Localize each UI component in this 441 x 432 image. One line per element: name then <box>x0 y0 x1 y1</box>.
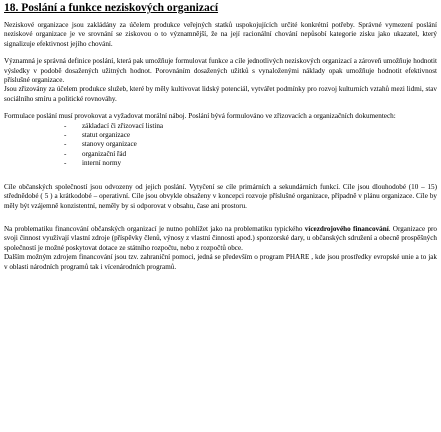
paragraph-mission-definition: Významná je správná definice poslání, která pak umožňuje formulovat funkce a cíle jednotlivých neziskových organizací a zároveň umožňuje hodnotit výsledky v podobě dosažených užitných hodnot. Porovnáním dosažených užitků s vynaloženými náklady opak umožňuje hodnotit efektivnost příslušné organizace. <box>4 57 437 85</box>
paragraph-goals: Cíle občanských společností jsou odvozeny od jejich poslání. Vytyčení se cíle primárních a sekundárních funkcí. Cíle jsou dlouhodobé (10 – 15) střednědobé ( 5 ) a krátkodobé – operativní. Cíle jsou obvykle obsaženy v koncepci rozvoje příslušné organizace, případně v plánu organizace. Cíle by měly být vzájemně konzistentní, neměly by si odporovat v obsahu, čase ani prostoru. <box>4 182 437 210</box>
list-item: - stanovy organizace <box>64 140 437 149</box>
paragraph-mission-intro: Neziskové organizace jsou zakládány za účelem produkce veřejných statků uspokojujících určité konkrétní potřeby. Správné vymezení poslání neziskové organizace je ve srovnání se ziskovou o to významnější, že na její racionální chování nepůsobí kategorie zisku jako ukazatel, který signalizuje efektivnost jejího chování. <box>4 21 437 48</box>
document-list <box>64 122 437 169</box>
paragraph-formulation: Formulace poslání musí provokovat a vyžadovat morální náboj. Poslání bývá formulováno ve zřizovacích a organizačních dokumentech: <box>4 112 396 121</box>
list-item: - statut organizace <box>64 131 437 140</box>
list-item: - organizační řád <box>64 150 437 159</box>
paragraph-foreign-aid: Dalším možným zdrojem financování jsou tzv. zahraniční pomoci, jedná se především o program PHARE , kde jsou prostředky evropské unie a to jak v oblasti národních programů tak i vícenárodních programů. <box>4 253 437 271</box>
paragraph-financing <box>4 225 437 253</box>
paragraph-services: Jsou zřizovány za účelem produkce služeb, které by měly kultivovat lidský potenciál, vytvářet podmínky pro rozvoj kulturních vztahů mezi lidmi, stav sociálního smíru a politické rovnováhy. <box>4 85 437 103</box>
list-item: - interní normy <box>64 159 437 168</box>
financing-bold-term: vícezdrojového financování <box>304 224 389 233</box>
list-item: - základací či zřizovací listina <box>64 122 437 131</box>
financing-text-start: Na problematiku financování občanských organizací je nutno pohlížet jako na problematiku typického <box>4 224 305 233</box>
section-heading: 18. Poslání a funkce neziskových organizací <box>4 2 219 14</box>
financing-text-end: . Organizace pro svoji činnost využívají vlastní zdroje (příspěvky členů, výnosy z vlastní činnosti apod.) sponzorské dary, u občanských sdružení a obecně prospěšných společností je možné poskytovat dotace ze státního rozpočtu, nebo z rozpočtů obce. <box>4 224 437 252</box>
